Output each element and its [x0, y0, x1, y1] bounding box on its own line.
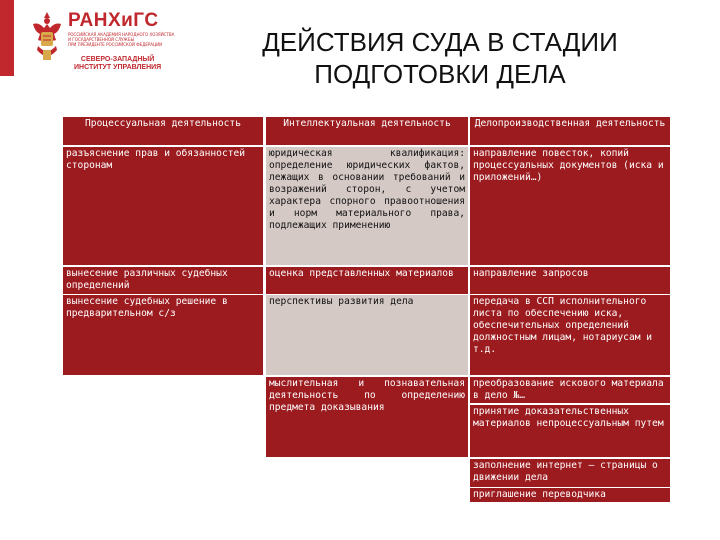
column-header-intellectual: Интеллектуальная деятельность — [266, 117, 468, 145]
column-header-clerical: Делопроизводственная деятельность — [470, 117, 670, 145]
accent-bar — [0, 0, 14, 76]
clerical-item: преобразование искового материала в дело №… — [470, 377, 670, 404]
clerical-item: заполнение интернет – страницы о движении дела — [470, 459, 670, 488]
brand-name: РАНХиГС — [68, 10, 159, 31]
intellectual-item: оценка представленных материалов — [266, 267, 468, 294]
intellectual-item: юридическая квалификация: определение юридических фактов, лежащих в основании требований и возражений сторон, с учетом характера спорного правоотношения и норм материального права, подлежащих применению — [266, 147, 468, 265]
column-header-procedural: Процессуальная деятельность — [63, 117, 263, 145]
logo — [30, 8, 175, 72]
procedural-item: вынесение различных судебных определений — [63, 267, 263, 294]
procedural-item: разъяснение прав и обязанностей сторонам — [63, 147, 263, 265]
clerical-item: направление запросов — [470, 267, 670, 294]
institute-name: СЕВЕРО-ЗАПАДНЫЙ ИНСТИТУТ УПРАВЛЕНИЯ — [74, 56, 162, 71]
clerical-item: направление повесток, копий процессуальных документов (иска и приложений…) — [470, 147, 670, 265]
procedural-item: вынесение судебных решение в предварительном с/з — [63, 295, 263, 375]
academy-full-name: РОССИЙСКАЯ АКАДЕМИЯ НАРОДНОГО ХОЗЯЙСТВА И ГОСУДАРСТВЕННОЙ СЛУЖБЫ ПРИ ПРЕЗИДЕНТЕ РОССИЙСКОЙ ФЕДЕРАЦИИ — [68, 32, 175, 47]
intellectual-item: мыслительная и познавательная деятельность по определению предмета доказывания — [266, 377, 468, 457]
slide-title: ДЕЙСТВИЯ СУДА В СТАДИИ ПОДГОТОВКИ ДЕЛА — [262, 27, 618, 89]
emblem-icon — [30, 10, 64, 64]
clerical-item: передача в ССП исполнительного листа по обеспечению иска, обеспечительных определений должностным лицам, нотариусам и т.д. — [470, 295, 670, 375]
clerical-item: приглашение переводчика — [470, 488, 670, 502]
intellectual-item: перспективы развития дела — [266, 295, 468, 375]
clerical-item: принятие доказательственных материалов непроцессуальным путем — [470, 405, 670, 457]
